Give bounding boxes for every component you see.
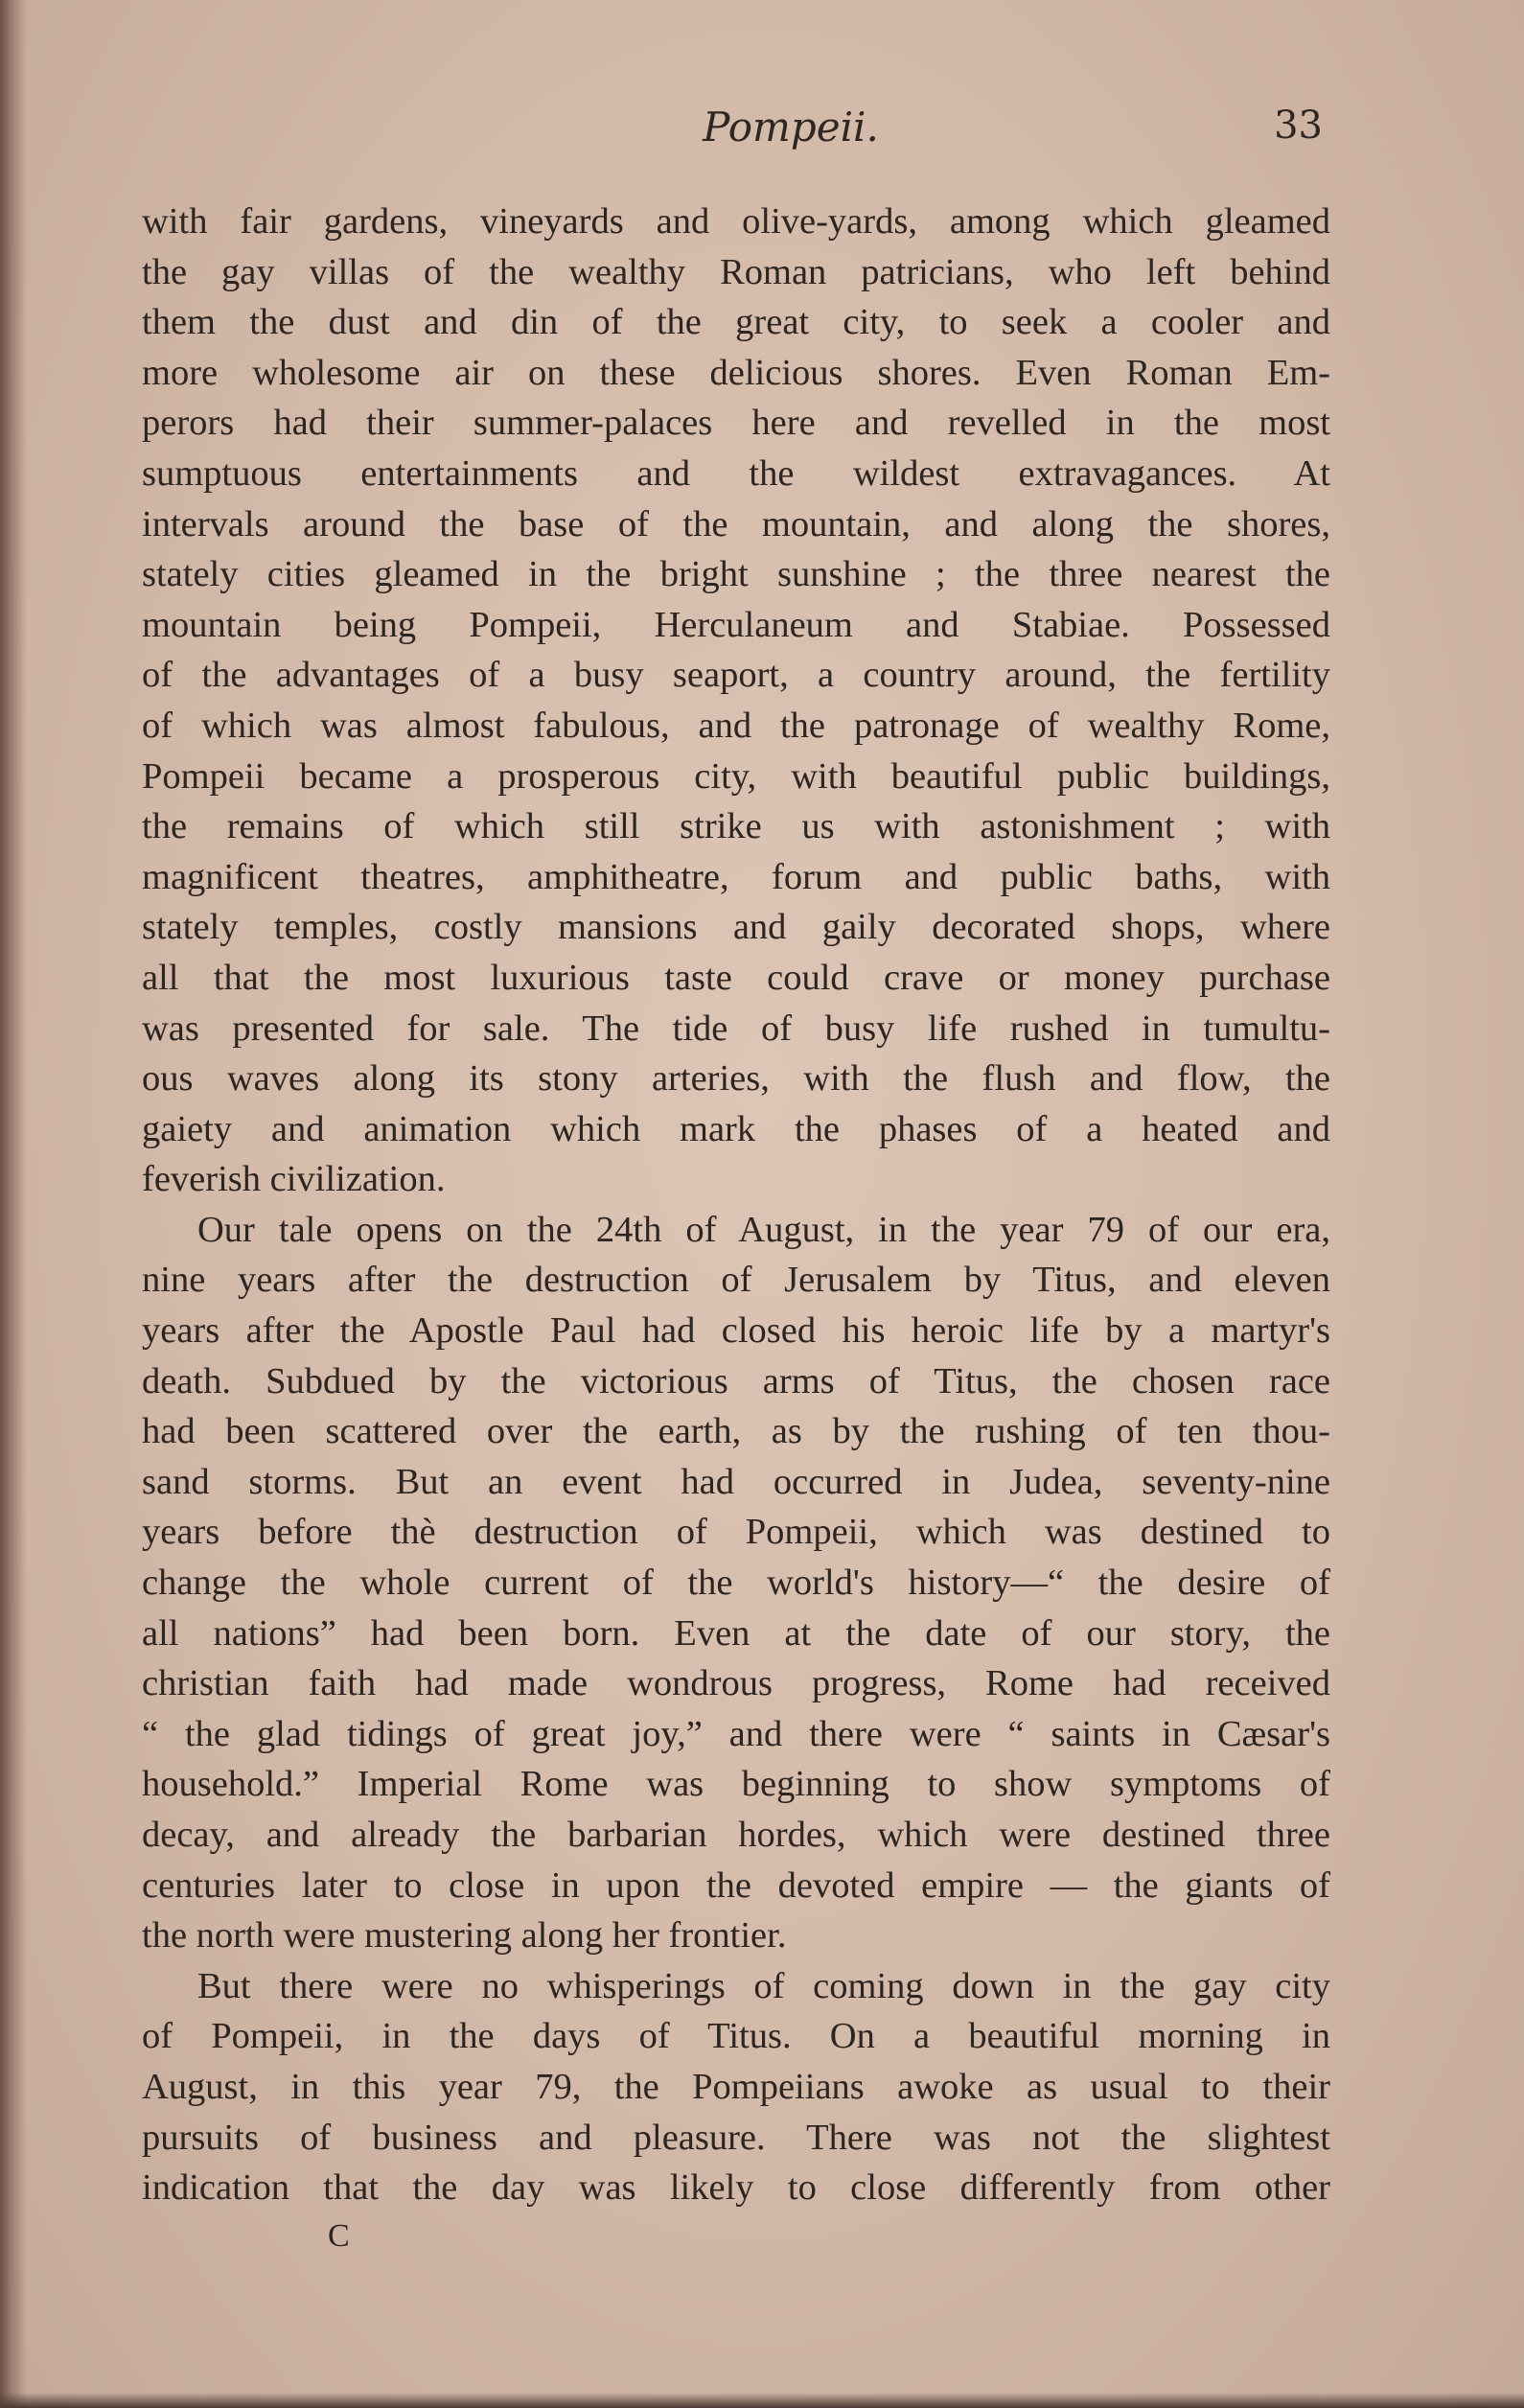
- page-bottom-edge: [0, 2393, 1524, 2408]
- text-line: household.” Imperial Rome was beginning to show symptoms of: [142, 1764, 1330, 1805]
- text-line: change the whole current of the world's history—“ the desire of: [142, 1563, 1330, 1604]
- text-line: gaiety and animation which mark the phases of a heated and: [142, 1108, 1330, 1149]
- text-line: of Pompeii, in the days of Titus. On a beautiful morning in: [142, 2016, 1330, 2057]
- text-line: Pompeii became a prosperous city, with beautiful public buildings,: [142, 755, 1330, 797]
- text-line: feverish civilization.: [142, 1159, 446, 1200]
- text-line: more wholesome air on these delicious shores. Even Roman Em-: [142, 352, 1330, 393]
- text-line: pursuits of business and pleasure. There was not the slightest: [142, 2117, 1330, 2158]
- text-line: mountain being Pompeii, Herculaneum and Stabiae. Possessed: [142, 604, 1330, 645]
- text-line: had been scattered over the earth, as by the rushing of ten thou-: [142, 1411, 1330, 1452]
- page-binding-edge: [0, 0, 27, 2408]
- signature-mark: C: [328, 2218, 350, 2254]
- text-line: years after the Apostle Paul had closed his heroic life by a martyr's: [142, 1310, 1330, 1352]
- text-line: “ the glad tidings of great joy,” and there were “ saints in Cæsar's: [142, 1713, 1330, 1754]
- text-line: sand storms. But an event had occurred in Judea, seventy-nine: [142, 1461, 1330, 1502]
- text-line: death. Subdued by the victorious arms of Titus, the chosen race: [142, 1360, 1330, 1401]
- text-line: of the advantages of a busy seaport, a country around, the fertility: [142, 655, 1330, 696]
- text-line: was presented for sale. The tide of busy life rushed in tumultu-: [142, 1007, 1330, 1049]
- text-line: ous waves along its stony arteries, with the flush and flow, the: [142, 1058, 1330, 1100]
- body-text: [142, 197, 1330, 2213]
- text-line: centuries later to close in upon the devoted empire — the giants of: [142, 1864, 1330, 1906]
- running-title: Pompeii.: [703, 104, 879, 150]
- text-line: them the dust and din of the great city, to seek a cooler and: [142, 302, 1330, 343]
- text-line: perors had their summer-palaces here and revelled in the most: [142, 403, 1330, 444]
- text-line: But there were no whisperings of coming down in the gay city: [197, 1965, 1330, 2006]
- page-number: 33: [1274, 104, 1323, 148]
- text-line: Our tale opens on the 24th of August, in the year 79 of our era,: [197, 1209, 1330, 1250]
- text-line: magnificent theatres, amphitheatre, forum and public baths, with: [142, 856, 1330, 897]
- text-line: intervals around the base of the mountain, and along the shores,: [142, 503, 1330, 544]
- text-line: the north were mustering along her frontier.: [142, 1915, 787, 1956]
- text-line: the gay villas of the wealthy Roman patricians, who left behind: [142, 251, 1330, 292]
- text-line: stately temples, costly mansions and gaily decorated shops, where: [142, 907, 1330, 948]
- text-line: nine years after the destruction of Jerusalem by Titus, and eleven: [142, 1260, 1330, 1301]
- text-line: sumptuous entertainments and the wildest extravagances. At: [142, 452, 1330, 494]
- running-header: [144, 104, 1323, 171]
- text-line: christian faith had made wondrous progress, Rome had received: [142, 1663, 1330, 1704]
- text-line: stately cities gleamed in the bright sunshine ; the three nearest the: [142, 554, 1330, 595]
- text-line: indication that the day was likely to close differently from other: [142, 2167, 1330, 2209]
- text-line: of which was almost fabulous, and the patronage of wealthy Rome,: [142, 705, 1330, 746]
- text-line: years before thè destruction of Pompeii, which was destined to: [142, 1512, 1330, 1553]
- text-line: August, in this year 79, the Pompeiians awoke as usual to their: [142, 2066, 1330, 2107]
- text-line: decay, and already the barbarian hordes, which were destined three: [142, 1815, 1330, 1855]
- text-line: all nations” had been born. Even at the date of our story, the: [142, 1612, 1330, 1654]
- text-line: all that the most luxurious taste could crave or money purchase: [142, 957, 1330, 998]
- text-line: the remains of which still strike us with astonishment ; with: [142, 806, 1330, 847]
- text-line: with fair gardens, vineyards and olive-yards, among which gleamed: [142, 201, 1330, 242]
